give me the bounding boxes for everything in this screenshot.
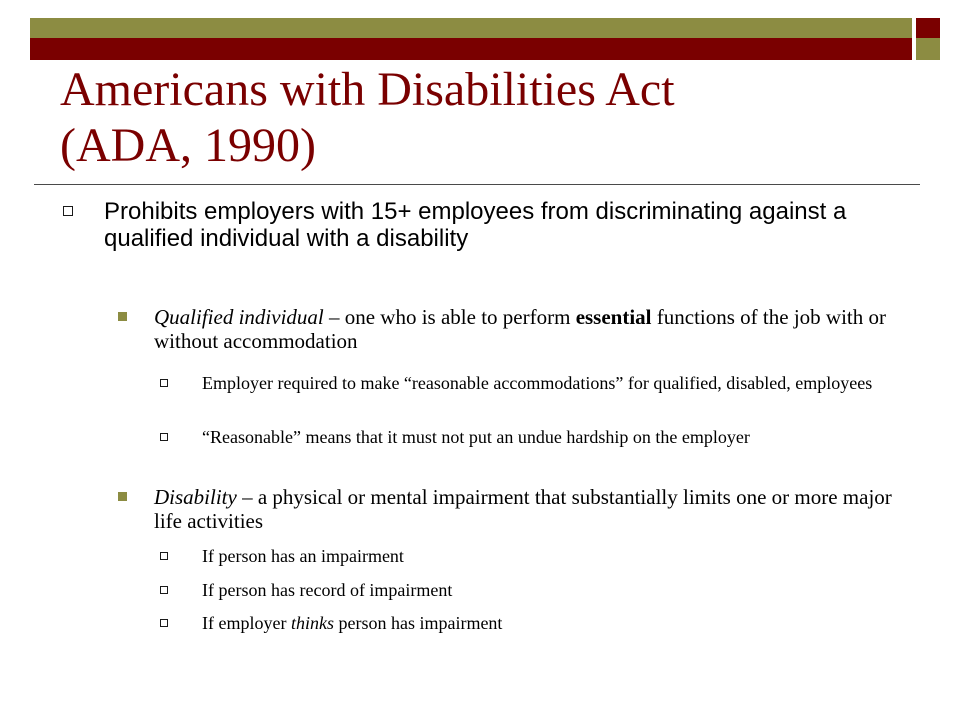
bullet-prohibits-text: Prohibits employers with 15+ employees from discriminating against a qualified individual with a disability <box>104 198 847 252</box>
disability-term: Disability <box>154 485 237 509</box>
qualified-text-b: functions of the job with or without accommodation <box>154 305 886 353</box>
sub-bullet-text: If person has record of impairment <box>202 580 453 600</box>
slide-title <box>60 62 920 174</box>
corner-block-maroon <box>916 18 940 38</box>
hollow-square-icon <box>160 552 168 560</box>
corner-block-olive <box>916 38 940 60</box>
bullet-qualified-individual <box>154 305 894 353</box>
employer-thinks-em: thinks <box>290 613 334 633</box>
disability-text: – a physical or mental impairment that substantially limits one or more major life activities <box>154 485 892 533</box>
sub-bullet-reasonable-meaning <box>202 427 892 447</box>
header-band-olive <box>30 18 912 38</box>
title-divider <box>34 184 920 185</box>
bullet-prohibits <box>104 198 904 252</box>
sub-bullet-text: “Reasonable” means that it must not put an undue hardship on the employer <box>202 427 750 447</box>
hollow-square-icon <box>160 379 168 387</box>
sub-bullet-record-of-impairment <box>202 580 892 600</box>
employer-thinks-b: person has impairment <box>333 613 503 633</box>
employer-thinks-a: If employer <box>202 613 291 633</box>
hollow-square-icon <box>160 619 168 627</box>
hollow-square-icon <box>160 433 168 441</box>
hollow-square-icon <box>63 206 73 216</box>
hollow-square-icon <box>160 586 168 594</box>
title-line-1: Americans with Disabilities Act <box>60 63 675 116</box>
bullet-disability <box>154 485 894 533</box>
sub-bullet-reasonable-accommodations <box>202 373 892 393</box>
filled-square-icon <box>118 492 127 501</box>
header-band-maroon <box>30 38 912 60</box>
sub-bullet-employer-thinks <box>202 613 892 633</box>
qualified-term: Qualified individual <box>154 305 324 329</box>
title-line-2: (ADA, 1990) <box>60 119 316 172</box>
qualified-emphasis: essential <box>575 305 652 329</box>
qualified-text-a: – one who is able to perform <box>323 305 576 329</box>
sub-bullet-text: If person has an impairment <box>202 546 404 566</box>
sub-bullet-has-impairment <box>202 546 892 566</box>
filled-square-icon <box>118 312 127 321</box>
sub-bullet-text: Employer required to make “reasonable accommodations” for qualified, disabled, employees <box>202 373 873 393</box>
